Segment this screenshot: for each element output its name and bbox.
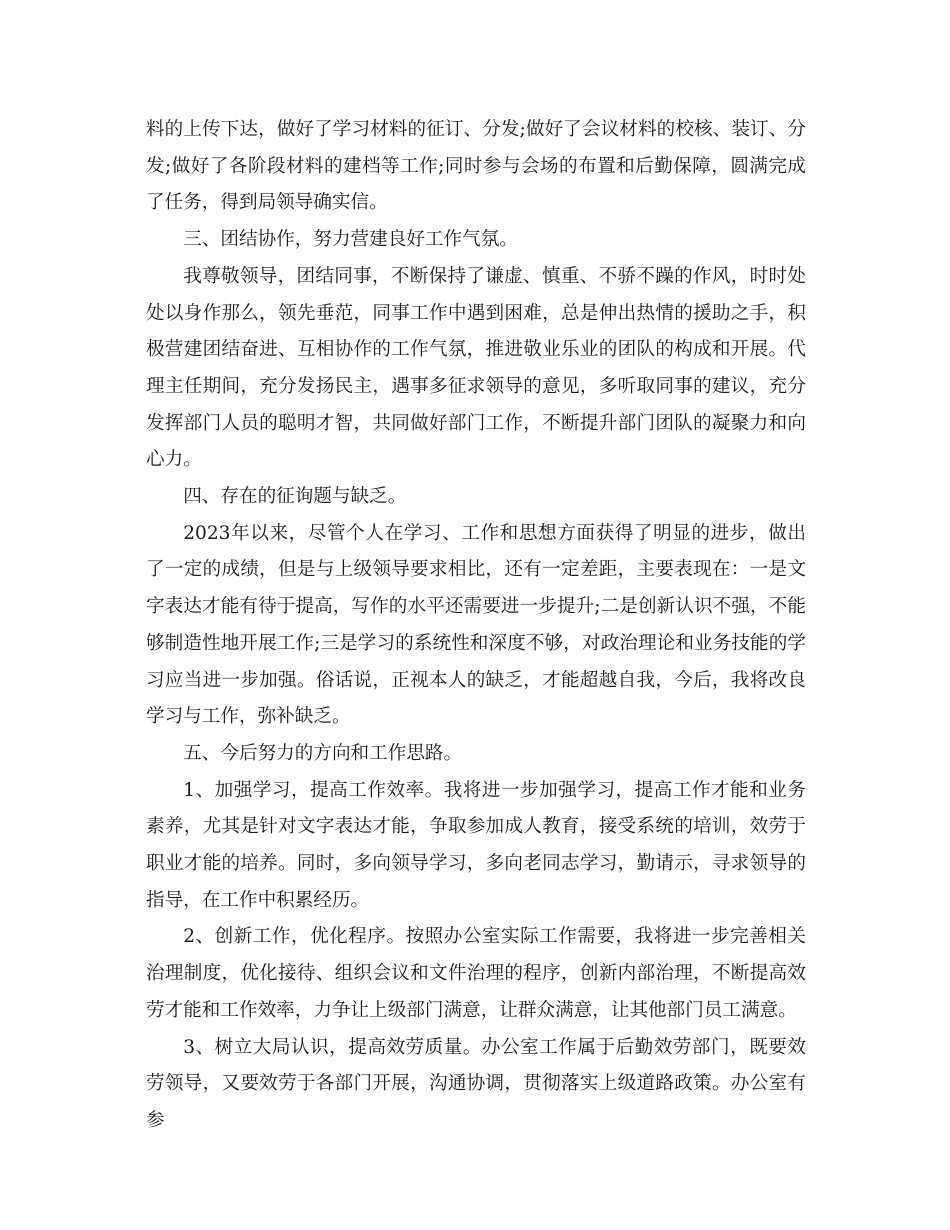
- paragraph: 2023年以来，尽管个人在学习、工作和思想方面获得了明显的进步，做出了一定的成绩，但是与上级领导要求相比，还有一定差距，主要表现在：一是文字表达才能有待于提高，写作的水平还需要进一步提升;二是创新认识不强，不能够制造性地开展工作;三是学习的系统性和深度不够，对政治理论和业务技能的学习应当进一步加强。俗话说，正视本人的缺乏，才能超越自我，今后，我将改良学习与工作，弥补缺乏。: [146, 522, 806, 728]
- document-page: [146, 112, 806, 1140]
- section-heading-5: 五、今后努力的方向和工作思路。: [183, 742, 463, 764]
- section-heading-4: 四、存在的征询题与缺乏。: [183, 486, 407, 508]
- paragraph-continued: 料的上传下达，做好了学习材料的征订、分发;做好了会议材料的校核、装订、分发;做好了各阶段材料的建档等工作;同时参与会场的布置和后勤保障，圆满完成了任务，得到局领导确实信。: [146, 119, 806, 214]
- list-item-2: 2、创新工作，优化程序。按照办公室实际工作需要，我将进一步完善相关治理制度，优化接待、组织会议和文件治理的程序，创新内部治理，不断提高效劳才能和工作效率，力争让上级部门满意，让群众满意，让其他部门员工满意。: [146, 926, 806, 1021]
- list-item-1: 1、加强学习，提高工作效率。我将进一步加强学习，提高工作才能和业务素养，尤其是针对文字表达才能，争取参加成人教育，接受系统的培训，效劳于职业才能的培养。同时，多向领导学习，多向老同志学习，勤请示，寻求领导的指导，在工作中积累经历。: [146, 779, 806, 911]
- section-heading-3: 三、团结协作，努力营建良好工作气氛。: [183, 229, 518, 251]
- paragraph: 我尊敬领导，团结同事，不断保持了谦虚、慎重、不骄不躁的作风，时时处处以身作那么，领先垂范，同事工作中遇到困难，总是伸出热情的援助之手，积极营建团结奋进、互相协作的工作气氛，推进敬业乐业的团队的构成和开展。代理主任期间，充分发扬民主，遇事多征求领导的意见，多听取同事的建议，充分发挥部门人员的聪明才智，共同做好部门工作，不断提升部门团队的凝聚力和向心力。: [146, 265, 806, 471]
- list-item-3: 3、树立大局认识，提高效劳质量。办公室工作属于后勤效劳部门，既要效劳领导，又要效劳于各部门开展，沟通协调，贯彻落实上级道路政策。办公室有参: [146, 1036, 806, 1131]
